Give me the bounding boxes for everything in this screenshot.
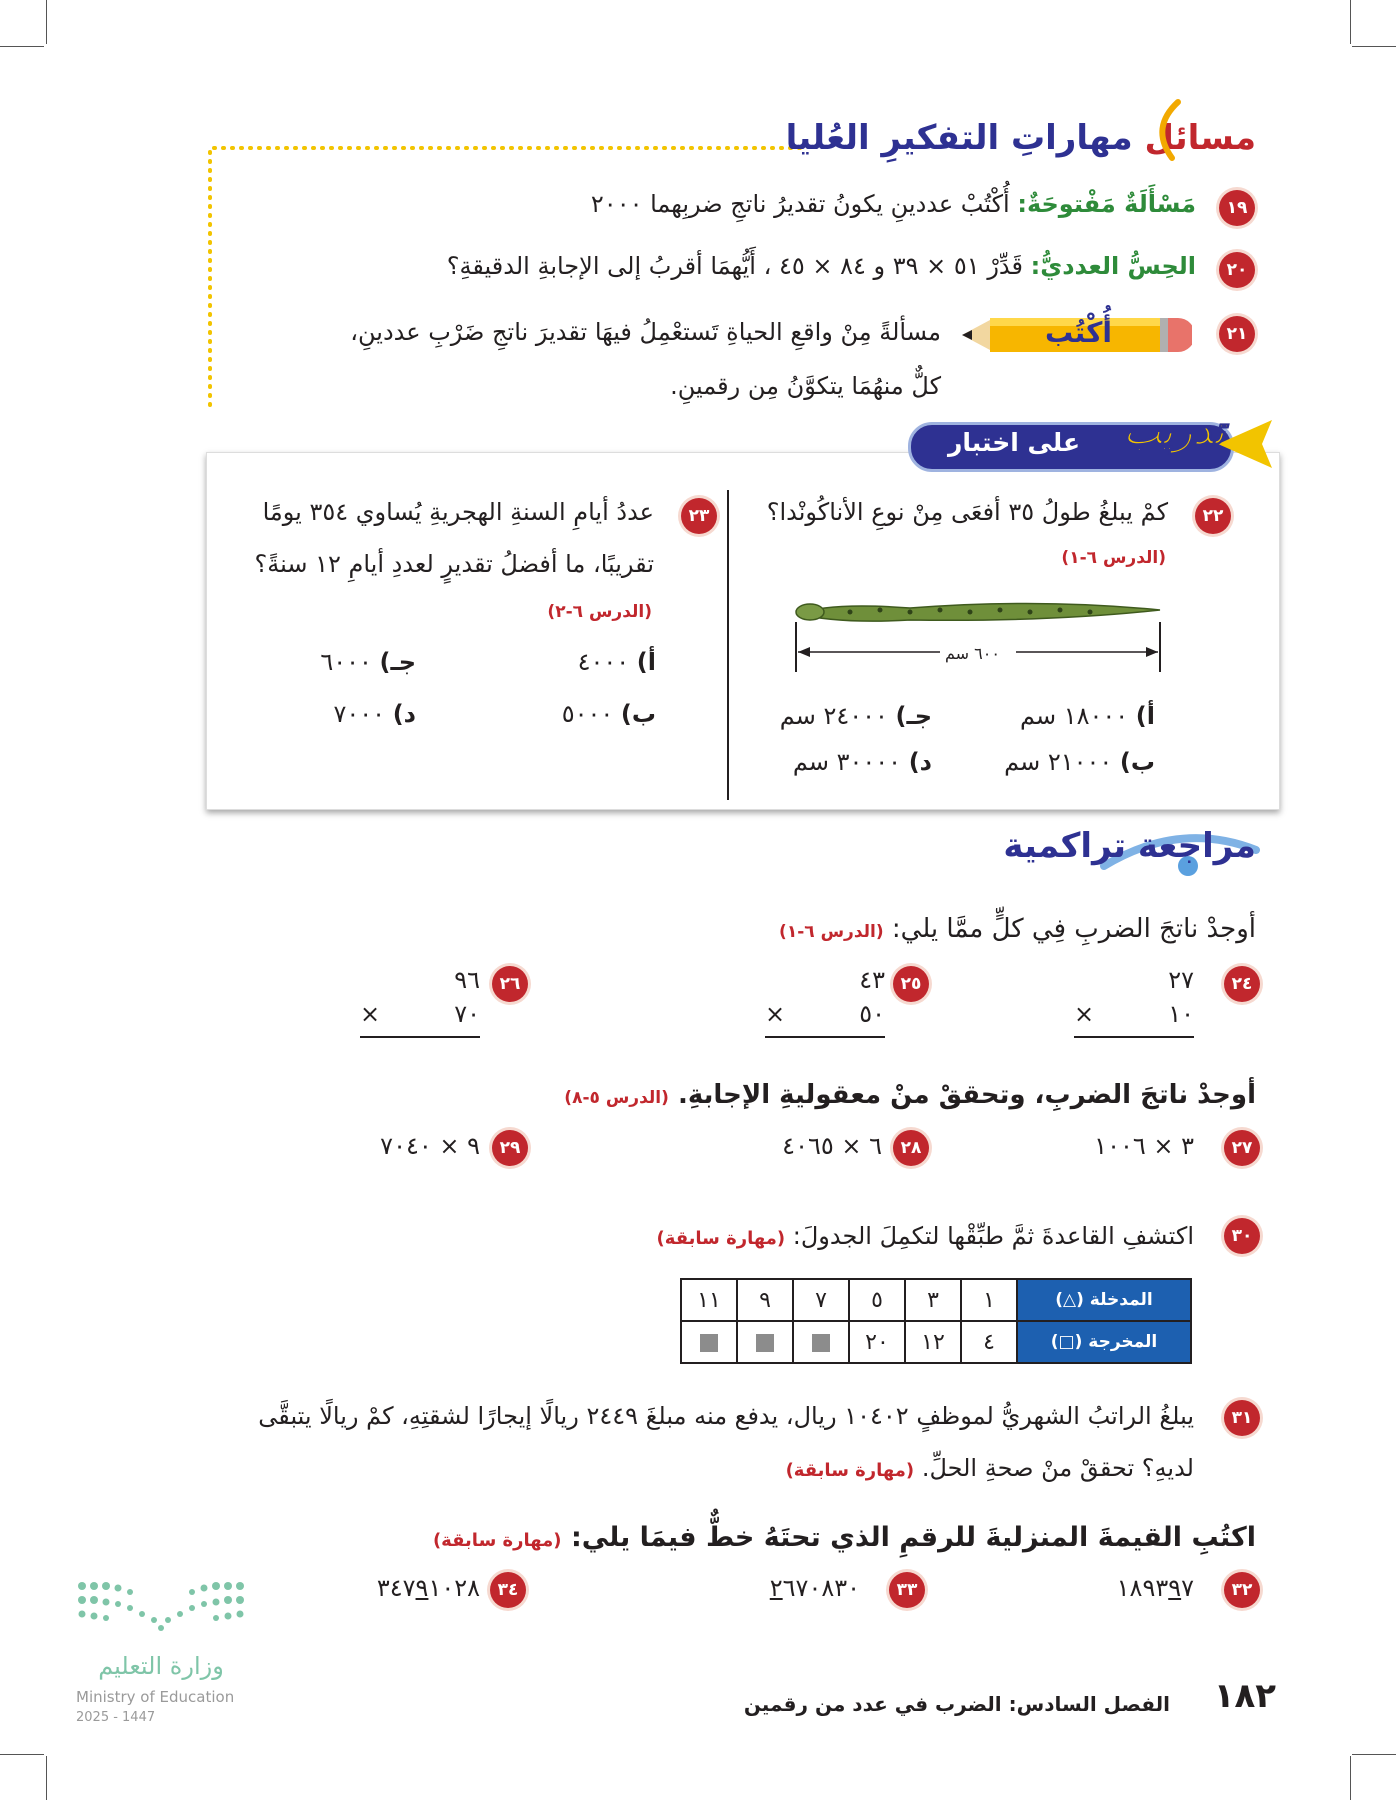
question-number: ٣٠ [1224, 1218, 1260, 1254]
test-prep-banner [908, 408, 1278, 472]
crop-mark [46, 1756, 47, 1800]
crop-mark [1350, 1756, 1351, 1800]
question-31-line1: يبلغُ الراتبُ الشهريُّ لموظفٍ ١٠٤٠٢ ريال، يدفع منه مبلغَ ٢٤٤٩ ريالًا إيجارًا لشقتِهِ، كمْ ريالًا يتبقَّى [258, 1402, 1194, 1430]
expression-29: ٩ × ٧٠٤٠ [380, 1132, 480, 1160]
question-number: ٣٤ [490, 1572, 526, 1608]
question-number: ٣٣ [889, 1572, 925, 1608]
question-number: ٣١ [1224, 1400, 1260, 1436]
column-divider [727, 490, 729, 800]
lesson-ref: (الدرس ٦-٢) [547, 602, 652, 622]
blank-cell[interactable] [737, 1321, 793, 1363]
question-23-line2: تقريبًا، ما أفضلُ تقديرٍ لعددِ أيامِ ١٢ سنةً؟ [254, 550, 654, 578]
question-number: ٢١ [1219, 316, 1255, 352]
place-value-34: ٣٤٧٩١٠٢٨ [376, 1574, 480, 1602]
table-cell: ١٢ [905, 1321, 961, 1363]
option-d[interactable]: د) ٧٠٠٠ [333, 700, 416, 728]
crop-mark [1352, 1754, 1396, 1755]
question-number: ٢٠ [1219, 252, 1255, 288]
chapter-footer: الفصل السادس: الضرب في عدد من رقمين [743, 1692, 1170, 1716]
ministry-name-en: Ministry of Education [76, 1688, 235, 1706]
review-title: مراجعة تراكمية [1003, 826, 1256, 866]
page-number: ١٨٢ [1213, 1676, 1276, 1716]
question-number: ٣٢ [1224, 1572, 1260, 1608]
ministry-name-ar: وزارة التعليم [98, 1652, 224, 1680]
edition-year: 2025 - 1447 [76, 1710, 156, 1725]
input-output-table [680, 1278, 1192, 1364]
title-swoosh-icon [1148, 98, 1188, 162]
table-cell: ٣ [905, 1279, 961, 1321]
option-c[interactable]: جـ) ٦٠٠٠ [320, 648, 416, 676]
question-23-line1: عددُ أيامِ السنةِ الهجريةِ يُساوي ٣٥٤ يومًا [262, 498, 654, 526]
table-cell: ٧ [793, 1279, 849, 1321]
table-cell: ٥ [849, 1279, 905, 1321]
blank-square-icon [700, 1334, 718, 1352]
multiplication-25: ٤٣ × ٥٠ [765, 966, 885, 1038]
option-d[interactable]: د) ٣٠٠٠٠ سم [792, 748, 932, 776]
question-22: كمْ يبلغُ طولُ ٣٥ أفعَى مِنْ نوعِ الأناكُونْدا؟ [766, 498, 1168, 526]
option-b[interactable]: ب) ٢١٠٠٠ سم [1004, 748, 1155, 776]
instruction-1: أوجدْ ناتجَ الضربِ فِي كلٍّ ممَّا يلي: (الدرس ٦-١) [779, 914, 1256, 944]
arrow-icon [1218, 414, 1278, 474]
question-number: ٢٦ [492, 966, 528, 1002]
hots-title: مسائل مهاراتِ التفكيرِ العُليا [785, 118, 1256, 158]
question-number: ٢٥ [893, 966, 929, 1002]
table-cell: ١ [961, 1279, 1017, 1321]
square-icon: □ [1058, 1332, 1075, 1352]
blank-cell[interactable] [681, 1321, 737, 1363]
question-number: ٢٩ [492, 1130, 528, 1166]
question-30: اكتشفِ القاعدةَ ثمَّ طبِّقْها لتكمِلَ الجدولَ: (مهارة سابقة) [656, 1222, 1194, 1250]
multiplication-24: ٢٧ × ١٠ [1074, 966, 1194, 1038]
question-21-line2: كلٌّ منهُمَا يتكوَّنُ مِن رقمينِ. [670, 372, 941, 400]
multiplication-26: ٩٦ × ٧٠ [360, 966, 480, 1038]
blank-square-icon [812, 1334, 830, 1352]
table-cell: ٢٠ [849, 1321, 905, 1363]
crop-mark [0, 1754, 44, 1755]
option-c[interactable]: جـ) ٢٤٠٠٠ سم [779, 702, 932, 730]
output-header: المخرجة (□) [1017, 1321, 1191, 1363]
question-number: ٢٣ [681, 498, 717, 534]
expression-27: ٣ × ١٠٠٦ [1094, 1132, 1194, 1160]
banner-text: على اختبار [948, 428, 1081, 457]
question-number: ٢٢ [1195, 498, 1231, 534]
question-19: مَسْأَلَةٌ مَفْتوحَةٌ: أُكْتُبْ عددينِ يكونُ تقديرُ ناتجِ ضربِهما ٢٠٠٠ [590, 190, 1196, 218]
hots-section [0, 0, 1396, 420]
table-cell: ٤ [961, 1321, 1017, 1363]
length-label: ٦٠٠ سم [945, 644, 1000, 663]
input-header: المدخلة (△) [1017, 1279, 1191, 1321]
input-row [681, 1279, 1191, 1321]
place-value-32: ١٨٩٣٩٧ [1116, 1574, 1194, 1602]
question-number: ٢٨ [893, 1130, 929, 1166]
option-a[interactable]: أ) ١٨٠٠٠ سم [1019, 702, 1155, 730]
question-number: ١٩ [1219, 190, 1255, 226]
option-a[interactable]: أ) ٤٠٠٠ [577, 648, 656, 676]
banner-script: تدريب [1123, 408, 1225, 454]
table-cell: ٩ [737, 1279, 793, 1321]
question-number: ٢٤ [1224, 966, 1260, 1002]
output-row [681, 1321, 1191, 1363]
option-b[interactable]: ب) ٥٠٠٠ [561, 700, 656, 728]
question-31-line2: لديهِ؟ تحققْ منْ صحةِ الحلِّ. (مهارة سابقة) [785, 1454, 1194, 1482]
triangle-icon: △ [1063, 1290, 1077, 1310]
instruction-3: اكتُبِ القيمةَ المنزليةَ للرقمِ الذي تحتَهُ خطٌّ فيمَا يلي: (مهارة سابقة) [432, 1522, 1256, 1553]
instruction-2: أوجدْ ناتجَ الضربِ، وتحققْ منْ معقوليةِ الإجابةِ. (الدرس ٥-٨) [564, 1080, 1256, 1110]
blank-square-icon [756, 1334, 774, 1352]
lesson-ref: (الدرس ٦-١) [1061, 548, 1166, 568]
expression-28: ٦ × ٤٠٦٥ [782, 1132, 882, 1160]
blank-cell[interactable] [793, 1321, 849, 1363]
question-number: ٢٧ [1224, 1130, 1260, 1166]
question-20: الحِسُّ العدديُّ: قَدِّرْ ٥١ × ٣٩ و ٨٤ × ٤٥ ، أَيُّهمَا أقربُ إلى الإجابةِ الدقيقةِ؟ [446, 252, 1196, 280]
place-value-33: ٢٦٧٠٨٣٠ [769, 1574, 860, 1602]
table-cell: ١١ [681, 1279, 737, 1321]
ministry-logo-icon [76, 1578, 246, 1636]
question-21-line1: مسألةً مِنْ واقعِ الحياةِ تَستعْمِلُ فيهَا تقديرَ ناتجِ ضَرْبِ عددينِ، [350, 318, 941, 346]
write-label: أُكْتُب [1045, 316, 1112, 349]
